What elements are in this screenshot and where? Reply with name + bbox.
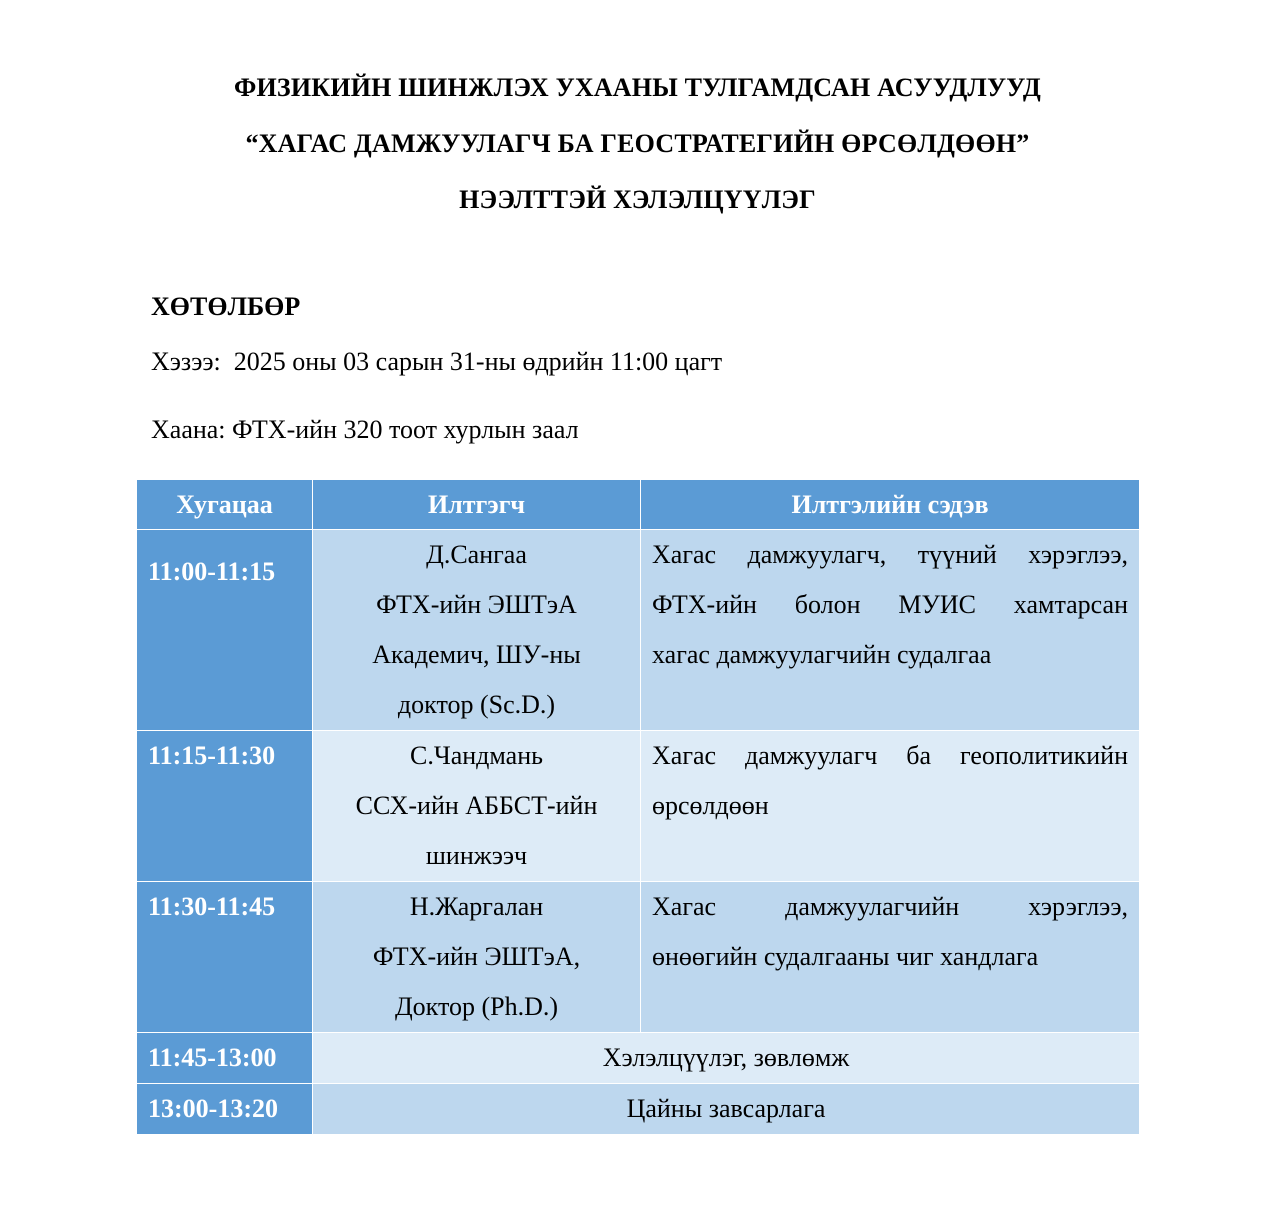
time-cell: 11:45-13:00 [137, 1033, 313, 1084]
table-row [137, 530, 1140, 731]
topic-cell [641, 731, 1140, 882]
event-where: Хаана: ФТХ-ийн 320 тоот хурлын заал [151, 415, 579, 444]
speaker-affiliation: ФТХ-ийн ЭШТэА, [372, 942, 581, 971]
break-cell: Цайны завсарлага [313, 1084, 1140, 1135]
table-row [137, 882, 1140, 1033]
speaker-name: С.Чандмань [409, 741, 543, 770]
header-topic: Илтгэлийн сэдэв [641, 480, 1140, 530]
topic-line: хагас дамжуулагчийн судалгаа [652, 640, 992, 669]
speaker-cell [313, 882, 641, 1033]
schedule-table [136, 479, 1140, 1135]
title-line-1: ФИЗИКИЙН ШИНЖЛЭХ УХААНЫ ТУЛГАМДСАН АСУУДЛУУД [233, 73, 1042, 102]
program-heading: ХӨТӨЛБӨР [151, 292, 301, 321]
discussion-cell: Хэлэлцүүлэг, зөвлөмж [313, 1033, 1140, 1084]
topic-cell [641, 882, 1140, 1033]
table-row [137, 1033, 1140, 1084]
topic-line: өрсөлдөөн [652, 791, 769, 820]
speaker-title: шинжээч [425, 841, 528, 870]
speaker-affiliation: ФТХ-ийн ЭШТэА [376, 590, 577, 619]
speaker-cell [313, 731, 641, 882]
table-row [137, 731, 1140, 882]
topic-line: Хагас дамжуулагчийн хэрэглээ, [652, 892, 1128, 921]
speaker-affiliation: ССХ-ийн АББСТ-ийн [355, 791, 598, 820]
speaker-degree: доктор (Sc.D.) [397, 690, 556, 719]
time-cell: 11:00-11:15 [137, 530, 313, 731]
time-cell: 11:15-11:30 [137, 731, 313, 882]
header-speaker: Илтгэгч [313, 480, 641, 530]
document-title [0, 60, 1275, 228]
speaker-cell [313, 530, 641, 731]
title-line-3: НЭЭЛТТЭЙ ХЭЛЭЛЦҮҮЛЭГ [459, 185, 816, 214]
title-line-2: “ХАГАС ДАМЖУУЛАГЧ БА ГЕОСТРАТЕГИЙН ӨРСӨЛДӨӨН” [245, 129, 1030, 158]
event-when: Хэзээ: 2025 оны 03 сарын 31-ны өдрийн 11:00 цагт [151, 347, 723, 376]
table-row [137, 1084, 1140, 1135]
speaker-name: Н.Жаргалан [409, 892, 544, 921]
time-cell: 13:00-13:20 [137, 1084, 313, 1135]
table-header-row [137, 480, 1140, 530]
topic-line: Хагас дамжуулагч ба геополитикийн [652, 741, 1128, 770]
speaker-title: Академич, ШУ-ны [372, 640, 581, 669]
topic-line: өнөөгийн судалгааны чиг хандлага [652, 942, 1039, 971]
time-cell: 11:30-11:45 [137, 882, 313, 1033]
topic-line: ФТХ-ийн болон МУИС хамтарсан [652, 590, 1128, 619]
topic-line: Хагас дамжуулагч, түүний хэрэглээ, [652, 540, 1128, 569]
speaker-name: Д.Сангаа [426, 540, 527, 569]
header-time: Хугацаа [137, 480, 313, 530]
topic-cell [641, 530, 1140, 731]
speaker-degree: Доктор (Ph.D.) [394, 992, 559, 1021]
